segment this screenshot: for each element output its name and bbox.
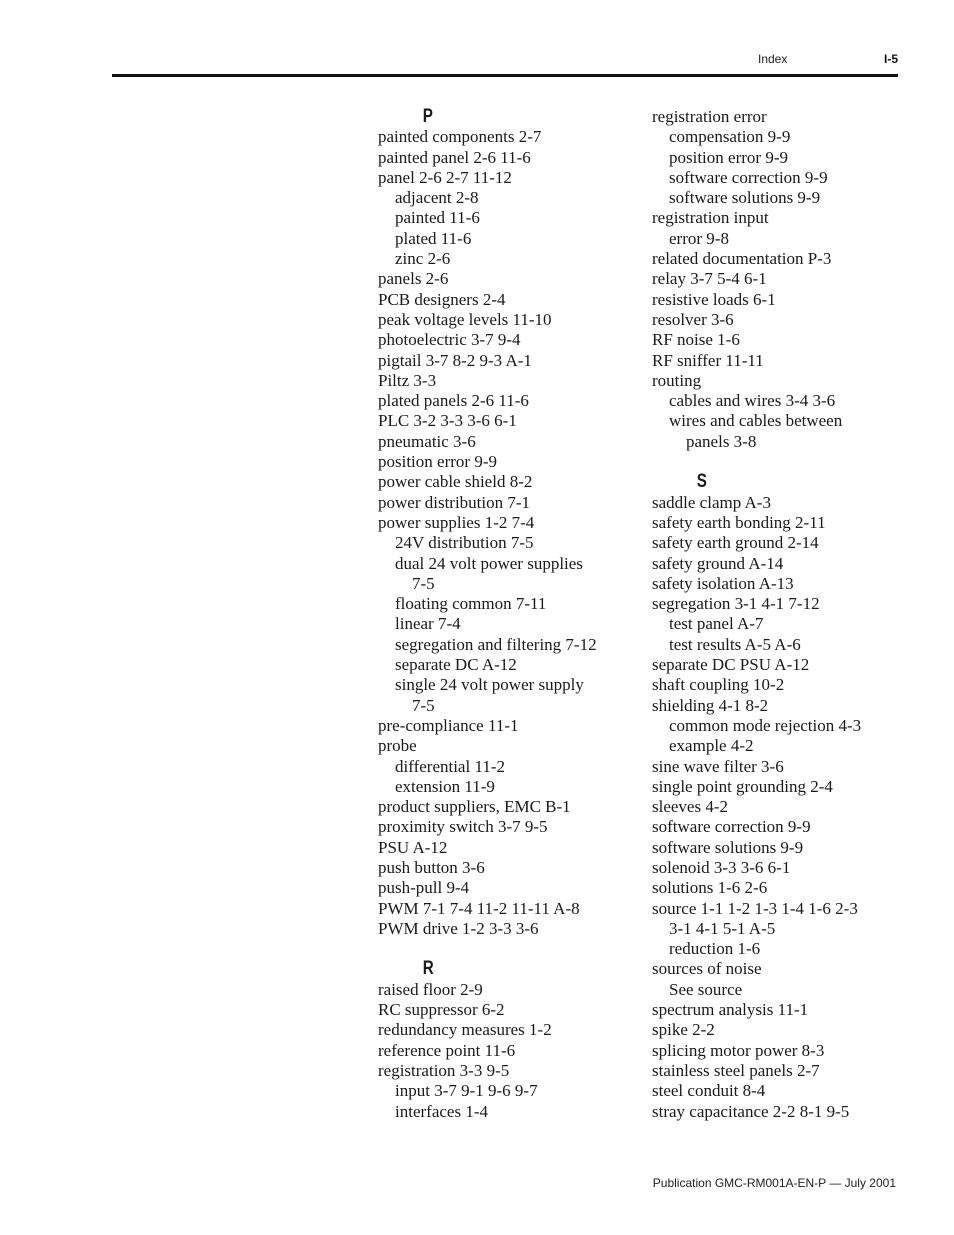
index-entry: Piltz 3-3 [378,370,437,390]
index-entry: push button 3-6 [378,857,485,877]
index-entry: RF sniffer 11-11 [652,350,764,370]
index-entry: splicing motor power 8-3 [652,1040,825,1060]
index-letter-heading: S [696,471,707,493]
index-subentry: wires and cables between [669,411,843,431]
index-entry: PWM 7-1 7-4 11-2 11-11 A-8 [378,898,580,918]
index-subentry: 3-1 4-1 5-1 A-5 [669,918,776,938]
index-subentry: plated 11-6 [395,228,472,248]
index-subentry: linear 7-4 [395,614,461,634]
index-subentry: common mode rejection 4-3 [669,715,862,735]
index-entry: PWM drive 1-2 3-3 3-6 [378,918,539,938]
index-subentry: interfaces 1-4 [395,1101,488,1121]
index-entry: pneumatic 3-6 [378,431,476,451]
index-entry: PCB designers 2-4 [378,289,506,309]
index-entry: registration input [652,208,769,228]
index-entry: segregation 3-1 4-1 7-12 [652,594,820,614]
index-entry: saddle clamp A-3 [652,492,771,512]
index-subentry: error 9-8 [669,228,729,248]
index-entry: software correction 9-9 [652,817,811,837]
index-subentry: test results A-5 A-6 [669,634,801,654]
index-column-left [378,107,640,1122]
index-subentry: segregation and filtering 7-12 [395,634,597,654]
index-subentry: differential 11-2 [395,756,505,776]
index-entry: shielding 4-1 8-2 [652,695,769,715]
index-entry: sleeves 4-2 [652,797,729,817]
index-entry: peak voltage levels 11-10 [378,309,552,329]
index-subentry: compensation 9-9 [669,127,791,147]
index-entry: PLC 3-2 3-3 3-6 6-1 [378,411,517,431]
index-subentry: dual 24 volt power supplies [395,553,583,573]
index-subentry: extension 11-9 [395,776,495,796]
index-entry: related documentation P-3 [652,249,832,269]
index-subentry: separate DC A-12 [395,655,517,675]
index-subentry: reduction 1-6 [669,939,761,959]
index-entry: sources of noise [652,959,762,979]
index-subentry: floating common 7-11 [395,594,547,614]
index-entry: pigtail 3-7 8-2 9-3 A-1 [378,350,532,370]
index-entry: plated panels 2-6 11-6 [378,391,529,411]
index-entry: RC suppressor 6-2 [378,1000,505,1020]
index-subentry: test panel A-7 [669,614,764,634]
index-entry: probe [378,736,417,756]
index-entry: safety isolation A-13 [652,573,794,593]
index-entry: power cable shield 8-2 [378,472,533,492]
index-entry: RF noise 1-6 [652,330,740,350]
index-subentry: zinc 2-6 [395,249,451,269]
index-entry: position error 9-9 [378,452,497,472]
index-subentry: software correction 9-9 [669,167,828,187]
index-entry: relay 3-7 5-4 6-1 [652,269,767,289]
index-entry: redundancy measures 1-2 [378,1020,552,1040]
index-subentry: adjacent 2-8 [395,188,479,208]
index-entry: proximity switch 3-7 9-5 [378,817,548,837]
index-entry: pre-compliance 11-1 [378,715,519,735]
index-letter-heading: P [422,106,433,127]
section-spacer [652,452,902,472]
index-subentry: 24V distribution 7-5 [395,533,534,553]
index-entry: registration error [652,107,767,126]
index-entry: resolver 3-6 [652,309,734,329]
index-entry: resistive loads 6-1 [652,289,776,309]
page-number: I-5 [883,52,898,66]
index-entry: solutions 1-6 2-6 [652,878,768,898]
index-entry: product suppliers, EMC B-1 [378,797,571,817]
index-entry: stray capacitance 2-2 8-1 9-5 [652,1101,850,1121]
index-entry: separate DC PSU A-12 [652,655,810,675]
index-subentry: software solutions 9-9 [669,188,821,208]
index-entry: steel conduit 8-4 [652,1081,766,1101]
index-entry: panel 2-6 2-7 11-12 [378,167,512,187]
index-entry: shaft coupling 10-2 [652,675,785,695]
index-subentry: input 3-7 9-1 9-6 9-7 [395,1081,538,1101]
publication-footer: Publication GMC-RM001A-EN-P — July 2001 [652,1176,896,1190]
index-subentry: cables and wires 3-4 3-6 [669,391,836,411]
index-entry: raised floor 2-9 [378,979,483,999]
index-entry: safety earth bonding 2-11 [652,512,826,532]
index-entry: sine wave filter 3-6 [652,756,784,776]
index-entry: safety earth ground 2-14 [652,533,819,553]
index-subentry: painted 11-6 [395,208,480,228]
index-entry: reference point 11-6 [378,1040,516,1060]
index-entry: spike 2-2 [652,1020,715,1040]
index-entry: source 1-1 1-2 1-3 1-4 1-6 2-3 [652,898,858,918]
index-subentry: panels 3-8 [686,431,757,451]
index-entry: routing [652,370,702,390]
index-column-right [652,107,902,1122]
index-entry: panels 2-6 [378,269,449,289]
index-entry: safety ground A-14 [652,553,784,573]
index-subentry: single 24 volt power supply [395,675,584,695]
index-subentry: position error 9-9 [669,147,788,167]
index-entry: power distribution 7-1 [378,492,531,512]
index-entry: push-pull 9-4 [378,878,470,898]
index-subentry: See source [669,979,743,999]
index-subentry: 7-5 [412,695,435,715]
running-header-section: Index [758,52,788,66]
index-entry: painted components 2-7 [378,127,542,147]
index-subentry: example 4-2 [669,736,754,756]
index-entry: single point grounding 2-4 [652,776,833,796]
header-rule [112,74,898,77]
index-subentry: 7-5 [412,573,435,593]
index-entry: spectrum analysis 11-1 [652,1000,809,1020]
index-entry: solenoid 3-3 3-6 6-1 [652,857,791,877]
section-spacer [378,939,640,959]
index-letter-heading: R [422,958,434,980]
index-entry: power supplies 1-2 7-4 [378,512,535,532]
index-entry: PSU A-12 [378,837,448,857]
index-entry: painted panel 2-6 11-6 [378,147,531,167]
index-entry: software solutions 9-9 [652,837,804,857]
index-entry: stainless steel panels 2-7 [652,1060,820,1080]
index-entry: registration 3-3 9-5 [378,1060,510,1080]
index-entry: photoelectric 3-7 9-4 [378,330,521,350]
